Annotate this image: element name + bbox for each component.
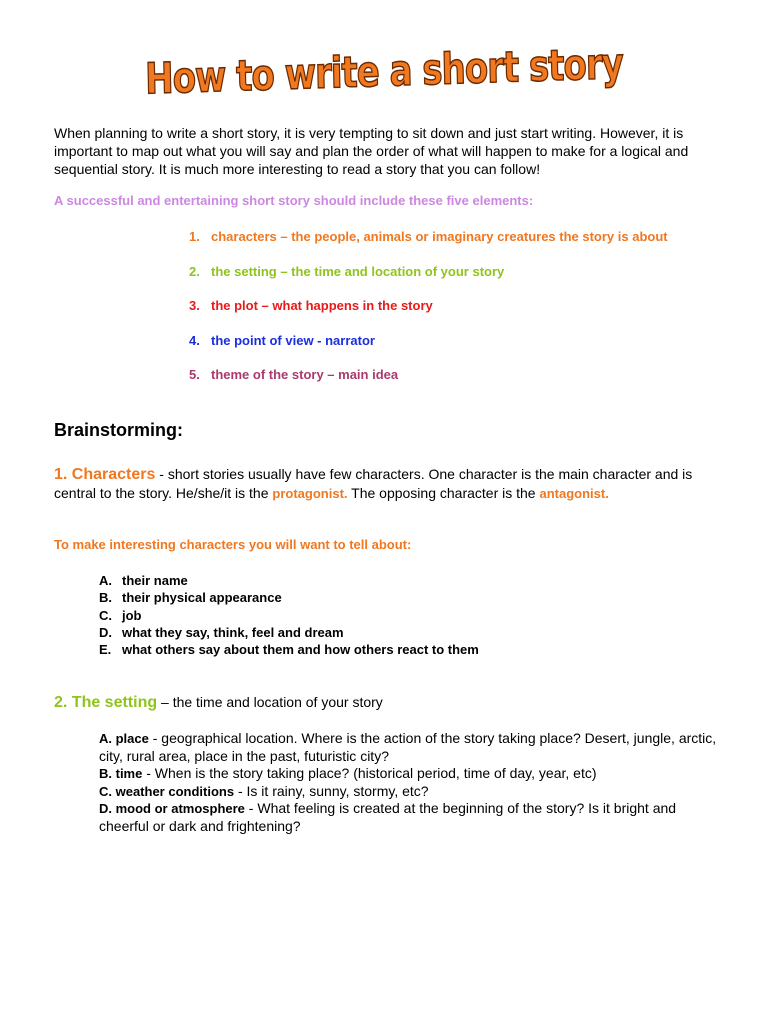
list-item-text: their name: [122, 573, 188, 588]
protagonist-term: protagonist.: [272, 486, 348, 501]
list-item: [99, 730, 729, 765]
characters-text-b: The opposing character is the: [347, 485, 540, 501]
characters-text-a: - short stories usually have few characters. One character is the main character and is central to the story. He/she/it is the: [54, 466, 693, 501]
antagonist-term: antagonist.: [539, 486, 609, 501]
list-item: [99, 800, 729, 835]
list-item-text: theme of the story – main idea: [211, 367, 399, 382]
list-item-text: their physical appearance: [122, 590, 282, 606]
list-item-text: - When is the story taking place? (historical period, time of day, year, etc): [142, 765, 597, 781]
setting-text: – the time and location of your story: [157, 694, 383, 710]
page-title: How to write a short story: [144, 39, 624, 105]
list-item: [99, 572, 479, 589]
list-item-text: the point of view - narrator: [211, 332, 375, 348]
list-item-label: D. mood or atmosphere: [99, 801, 245, 816]
list-item-text: what they say, think, feel and dream: [122, 624, 344, 640]
list-item: [189, 332, 719, 350]
list-item-letter: C.: [99, 607, 112, 623]
list-item-number: 4.: [189, 332, 200, 348]
list-item: [189, 263, 719, 281]
setting-paragraph: [54, 693, 383, 712]
list-item-text: what others say about them and how others react to them: [122, 642, 479, 658]
list-item-letter: D.: [99, 624, 112, 640]
list-item-label: C. weather conditions: [99, 783, 235, 799]
list-item-text: the plot – what happens in the story: [211, 298, 433, 313]
list-item: [99, 589, 479, 606]
setting-points-list: [99, 730, 729, 835]
list-item-text: - What feeling is created at the beginning of the story? Is it bright and cheerful or dark and frightening?: [99, 800, 677, 834]
list-item-text: characters – the people, animals or imaginary creatures the story is about: [211, 229, 668, 244]
list-item-letter: B.: [99, 590, 112, 606]
list-item: [189, 297, 719, 315]
list-item-number: 5.: [189, 367, 200, 382]
list-item: [99, 783, 729, 801]
list-item: [99, 607, 479, 624]
brainstorming-heading: Brainstorming:: [54, 420, 184, 440]
list-item-label: A. place: [99, 731, 149, 746]
characters-heading: 1. Characters: [54, 466, 156, 483]
list-item-letter: A.: [99, 573, 112, 588]
list-item: [189, 366, 719, 384]
list-item: [99, 765, 729, 783]
list-item-number: 2.: [189, 263, 200, 279]
list-item-text: the setting – the time and location of your story: [211, 263, 505, 279]
list-item: [99, 641, 479, 658]
intro-paragraph: When planning to write a short story, it is very tempting to sit down and just start writing. However, it is important to map out what you will say and plan the order of what will happen to make for a logical and sequential story. It is much more interesting to read a story that you can follow!: [54, 125, 689, 177]
list-item: [189, 228, 719, 246]
list-item-text: - geographical location. Where is the action of the story taking place? Desert, jungle, arctic, city, rural area, place in the past, futuristic city?: [99, 730, 717, 764]
list-item-letter: E.: [99, 642, 112, 658]
setting-heading: 2. The setting: [54, 694, 158, 711]
list-item-number: 3.: [189, 298, 200, 313]
elements-list: [189, 228, 719, 384]
characters-paragraph: [54, 465, 734, 503]
list-item-text: job: [122, 607, 142, 623]
list-item-label: B. time: [99, 766, 143, 781]
list-item-number: 1.: [189, 229, 200, 244]
character-points-list: [99, 572, 479, 658]
list-item: [99, 624, 479, 641]
list-item-text: - Is it rainy, sunny, stormy, etc?: [234, 782, 429, 799]
characters-tell-heading: To make interesting characters you will want to tell about:: [54, 537, 412, 552]
elements-heading: A successful and entertaining short story should include these five elements:: [54, 193, 534, 208]
